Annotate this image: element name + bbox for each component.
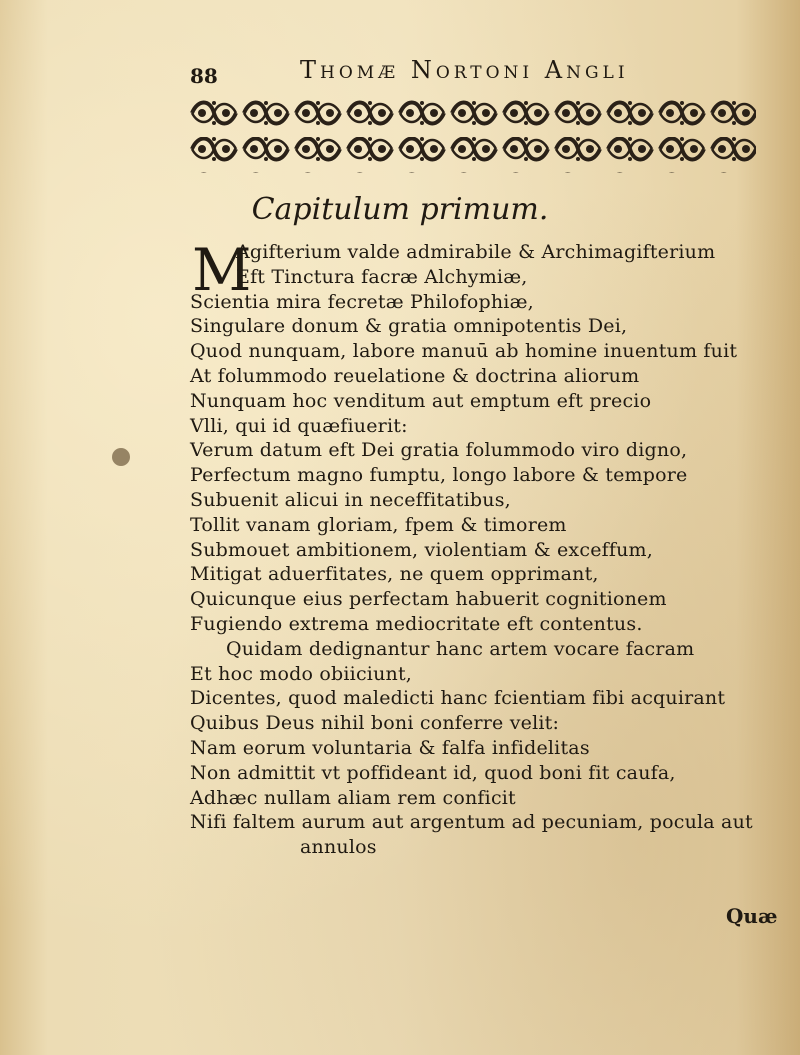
catchword: Quæ [726,904,778,928]
text-line: Adhæc nullam aliam rem conficit [190,786,516,809]
text-line: Quod nunquam, labore manuū ab homine inuentum fuit [190,340,738,363]
text-line: Perfectum magno fumptu, longo labore & tempore [190,464,688,487]
text-line: Et hoc modo obiiciunt, [190,662,413,685]
text-line: Non admittit vt poffideant id, quod boni fit caufa, [190,761,676,784]
text-line: At folummodo reuelatione & doctrina aliorum [190,364,640,387]
text-line: Singulare donum & gratia omnipotentis Dei, [190,315,628,338]
text-line: annulos [300,836,377,859]
text-line: Verum datum eft Dei gratia folummodo viro digno, [190,439,688,462]
ink-stain [112,448,130,466]
text-line: Eft Tinctura facræ Alchymiæ, [236,265,528,288]
text-line: Scientia mira fecretæ Philofophiæ, [190,290,534,313]
text-line: Mitigat aduerfitates, ne quem opprimant, [190,563,599,586]
text-line: Dicentes, quod maledicti hanc fcientiam fibi acquirant [190,687,726,710]
text-line: Subuenit alicui in neceffitatibus, [190,488,511,511]
text-line: Quidam dedignantur hanc artem vocare facram [226,637,695,660]
text-line: Nifi faltem aurum aut argentum ad pecuniam, pocula aut [190,811,753,834]
running-head: Thomæ Nortoni Angli [300,56,629,84]
text-line: Fugiendo extrema mediocritate eft contentus. [190,612,643,635]
text-line: Nam eorum voluntaria & falfa infidelitas [190,736,590,759]
page-number: 88 [190,64,218,88]
drop-cap: M [192,236,252,304]
chapter-title: Capitulum primum. [251,192,549,227]
text-line: Vlli, qui id quæfiuerit: [190,414,408,437]
page-header [0,52,800,92]
text-line: Quibus Deus nihil boni conferre velit: [190,712,560,735]
ornamental-headpiece [188,95,760,175]
text-line: Tollit vanam gloriam, fpem & timorem [190,513,567,536]
text-line: Agifterium valde admirabile & Archimagifterium [236,241,716,263]
text-line: Nunquam hoc venditum aut emptum eft precio [190,389,652,412]
verse-text [190,236,770,860]
text-line: Quicunque eius perfectam habuerit cognitionem [190,588,667,611]
text-line: Submouet ambitionem, violentiam & exceffum, [190,538,653,561]
